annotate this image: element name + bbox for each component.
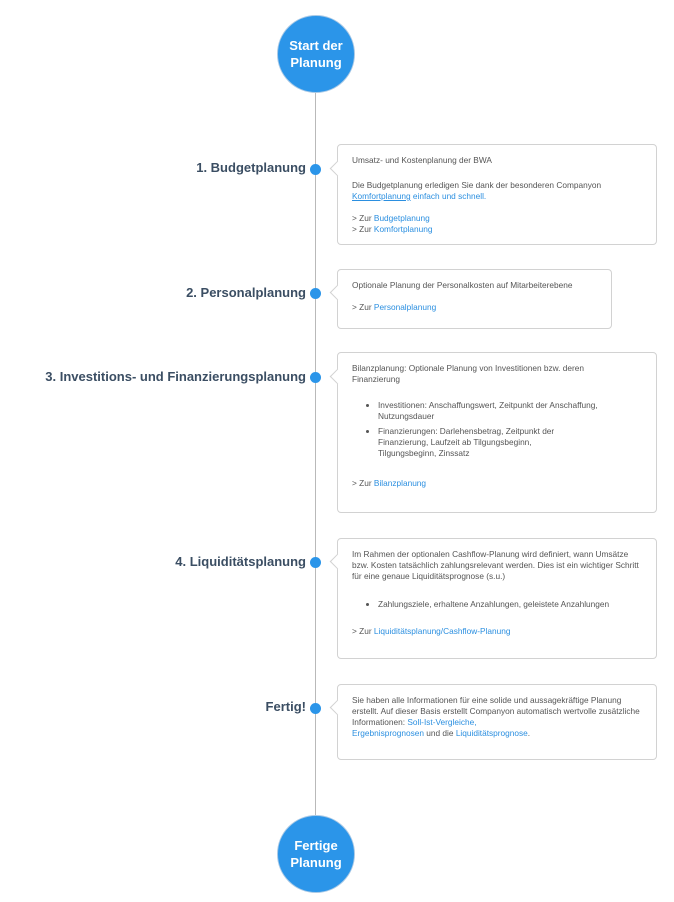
end-node (277, 815, 355, 893)
bilanzplanung-link[interactable]: Bilanzplanung (373, 478, 427, 488)
step-2-link-row-1 (352, 302, 597, 313)
step-5-text (352, 695, 642, 739)
end-node-line1: Fertige (294, 838, 338, 853)
start-node (277, 15, 355, 93)
step-3-link-row-1 (352, 478, 642, 489)
budgetplanung-link[interactable]: Budgetplanung (373, 213, 430, 223)
step-3-dot (310, 372, 321, 383)
end-node-line2: Planung (290, 855, 342, 870)
step-3-title: 3. Investitions- und Finanzierungsplanung (45, 369, 306, 384)
step-5-title: Fertig! (265, 699, 306, 714)
link-prefix: > Zur (352, 478, 374, 488)
step-5-text-intro: Sie haben alle Informationen für eine solide und aussagekräftige Planung erstellt. Auf dieser Basis erstellt Companyon automatisch wertvolle zusätzliche Informationen: (352, 695, 640, 727)
einfach-schnell-link[interactable]: einfach und schnell. (412, 191, 487, 201)
step-4-title: 4. Liquiditätsplanung (175, 554, 306, 569)
step-5-text-end: . (527, 728, 531, 738)
start-node-line2: Planung (290, 55, 342, 70)
ergebnisprognosen-link[interactable]: Ergebnisprognosen (352, 728, 424, 738)
step-1-body-text: Die Budgetplanung erledigen Sie dank der besonderen Companyon (352, 180, 602, 190)
step-3-bullet-list (352, 400, 642, 459)
link-prefix: > Zur (352, 213, 374, 223)
step-4-bullet-list (352, 599, 642, 610)
list-item: • Zahlungsziele, erhaltene Anzahlungen, geleistete Anzahlungen (378, 599, 642, 610)
step-4-dot (310, 557, 321, 568)
liquiditaetsprognose-link[interactable]: Liquiditätsprognose (455, 728, 528, 738)
timeline-line (315, 60, 316, 850)
list-item: • Finanzierungen: Darlehensbetrag, Zeitpunkt der Finanzierung, Laufzeit ab Tilgungsbeginn, Tilgungsbeginn, Zinssatz (378, 426, 628, 459)
step-2-dot (310, 288, 321, 299)
komfortplanung-inline-link[interactable]: Komfortplanung (352, 191, 411, 201)
link-prefix: > Zur (352, 626, 374, 636)
step-5-dot (310, 703, 321, 714)
step-1-card (337, 144, 657, 245)
step-3-intro: Bilanzplanung: Optionale Planung von Investitionen bzw. deren Finanzierung (352, 363, 585, 384)
liquiditaetsplanung-link[interactable]: Liquiditätsplanung/Cashflow-Planung (373, 626, 511, 636)
step-1-link-row-1 (352, 213, 642, 224)
step-4-card (337, 538, 657, 659)
step-5-text-middle: und die (423, 728, 456, 738)
personalplanung-link[interactable]: Personalplanung (373, 302, 437, 312)
link-prefix: > Zur (352, 302, 374, 312)
list-item: • Investitionen: Anschaffungswert, Zeitpunkt der Anschaffung, Nutzungsdauer (378, 400, 628, 422)
step-2-intro: Optionale Planung der Personalkosten auf Mitarbeiterebene (352, 280, 573, 290)
step-4-intro: Im Rahmen der optionalen Cashflow-Planung wird definiert, wann Umsätze bzw. Kosten tatsächlich zahlungsrelevant werden. Dies ist ein wichtiger Schritt für eine genaue Liquiditätsprognose (s.u.) (352, 549, 639, 581)
step-1-title: 1. Budgetplanung (196, 160, 306, 175)
link-prefix: > Zur (352, 224, 374, 234)
step-1-dot (310, 164, 321, 175)
step-4-link-row-1 (352, 626, 642, 637)
step-2-card (337, 269, 612, 329)
komfortplanung-link[interactable]: Komfortplanung (373, 224, 433, 234)
step-2-title: 2. Personalplanung (186, 285, 306, 300)
start-node-line1: Start der (289, 38, 343, 53)
step-1-intro: Umsatz- und Kostenplanung der BWA (352, 155, 492, 165)
soll-ist-vergleiche-link[interactable]: Soll-Ist-Vergleiche, (407, 717, 477, 727)
step-1-body (352, 180, 642, 202)
step-5-card (337, 684, 657, 760)
step-1-link-row-2 (352, 224, 642, 235)
step-3-card (337, 352, 657, 513)
